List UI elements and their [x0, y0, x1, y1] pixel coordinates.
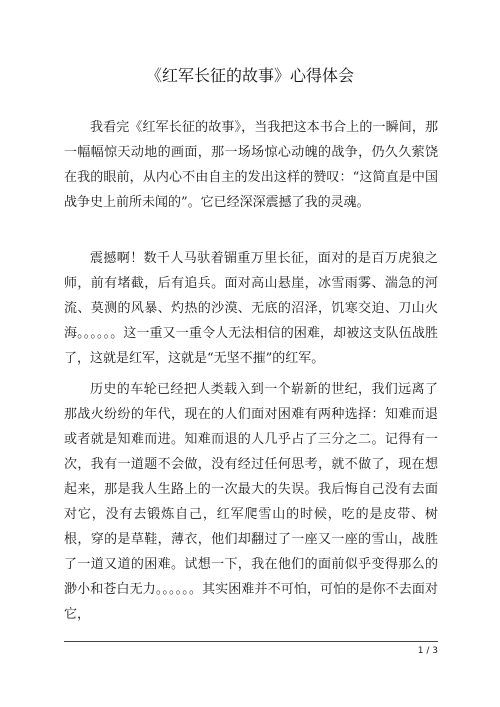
document-title: 《红军长征的故事》心得体会: [145, 66, 354, 85]
footer-divider: [64, 641, 438, 642]
paragraph-2: 震撼啊！数千人马驮着镅重万里长征，面对的是百万虎狼之师，前有堵截，后有追兵。面对高山悬崖，冰雪雨雾、湍急的河流、莫测的风暴、灼热的沙漠、无底的沼泽，饥寒交迫、刀山火海。。。。。。这一重又一重令人无法相信的困难，却被这支队伍战胜了，这就是红军，这就是“无坚不摧”的红军。: [64, 251, 438, 366]
paragraph-3: 历史的车轮已经把人类载入到一个崭新的世纪，我们远离了那战火纷纷的年代，现在的人们面对困难有两种选择：知难而退或者就是知难而进。知难而退的人几乎占了三分之二。记得有一次，我有一道题不会做，没有经过任何思考，就不做了，现在想起来，那是我人生路上的一次最大的失误。我后悔自己没有去面对它，没有去锻炼自己，红军爬雪山的时候，吃的是皮带、树根，穿的是草鞋，薄衣，他们却翻过了一座又一座的雪山，战胜了一道又道的困难。试想一下，我在他们的面前似乎变得那么的渺小和苍白无力。。。。。。其实困难并不可怕，可怕的是你不去面对它，: [64, 382, 438, 622]
page-number: 1 / 3: [417, 646, 438, 656]
paragraph-1: 我看完《红军长征的故事》，当我把这本书合上的一瞬间，那一幅幅惊天动地的画面，那一场场惊心动魄的战争，仍久久萦饶在我的眼前，从内心不由自主的发出这样的赞叹：“这简直是中国战争史上前所未闻的”。它已经深深震撼了我的灵魂。: [64, 120, 438, 210]
